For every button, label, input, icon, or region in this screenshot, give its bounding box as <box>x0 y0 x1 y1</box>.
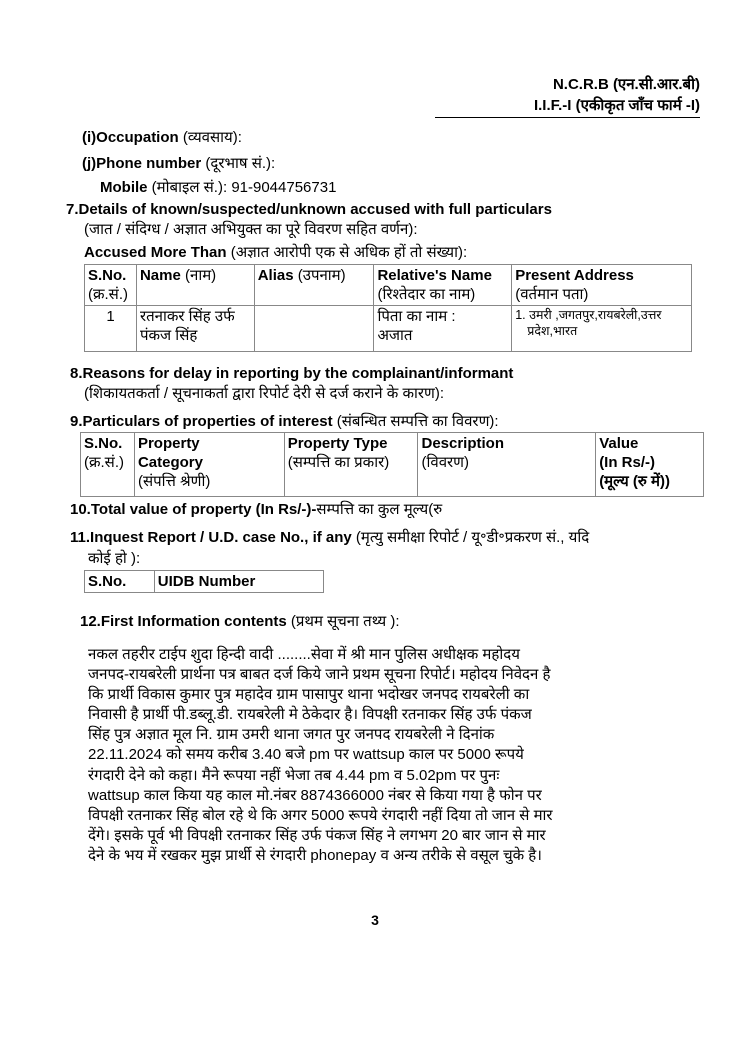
accused-more-than-row <box>84 243 467 263</box>
fir-line: विपक्षी रतनाकर सिंह बोल रहे थे कि अगर 5000 रूपये रंगदारी नहीं दिया तो जान से मार <box>88 806 553 824</box>
section10-title-hi: सम्पत्ति का कुल मूल्य(रु <box>316 501 443 518</box>
uidb-header-number: UIDB Number <box>154 571 323 593</box>
table-row <box>85 306 692 352</box>
prop-header-category: Property Category (संपत्ति श्रेणी) <box>134 433 284 497</box>
prop-header-description: Description (विवरण) <box>418 433 596 497</box>
phone-label-hi: (दूरभाष सं.): <box>201 155 276 172</box>
accused-alias <box>254 306 374 352</box>
uidb-table-header <box>85 571 324 593</box>
first-information-contents <box>88 645 700 866</box>
fir-line: जनपद-रायबरेली प्रार्थना पत्र बाबत दर्ज किये जाने प्रथम सूचना रिपोर्ट। महोदय निवेदन है <box>88 666 551 684</box>
accused-table <box>84 264 692 352</box>
fir-line: निवासी है प्रार्थी पी.डब्लू.डी. रायबरेली मे ठेकेदार है। विपक्षी रतनाकर सिंह उर्फ पंकज <box>88 706 532 724</box>
accused-sno: 1 <box>85 306 137 352</box>
occupation-row <box>82 128 242 148</box>
header-cell-name: Name (नाम) <box>136 265 254 306</box>
occupation-label: Occupation <box>96 129 179 146</box>
phone-prefix: (j) <box>82 155 97 172</box>
accused-more-label-hi: (अज्ञात आरोपी एक से अधिक हों तो संख्या): <box>226 244 468 261</box>
mobile-value: 91-9044756731 <box>231 179 337 196</box>
section8-title: 8.Reasons for delay in reporting by the complainant/informant <box>70 365 514 382</box>
fir-line: नकल तहरीर टाईप शुदा हिन्दी वादी ........सेवा में श्री मान पुलिस अधीक्षक महोदय <box>88 646 520 663</box>
mobile-label-hi: (मोबाइल सं.): <box>147 179 228 196</box>
fir-line: रंगदारी देने को कहा। मैने रूपया नहीं भेजा तब 4.44 pm व 5.02pm पर पुनः <box>88 766 500 784</box>
occupation-label-hi: (व्यवसाय): <box>178 129 242 146</box>
form-header: I.I.F.-I (एकीकृत जाँच फार्म -I) <box>533 97 700 114</box>
header-cell-address: Present Address (वर्तमान पता) <box>512 265 692 306</box>
section10-title <box>70 500 442 520</box>
section9-title-hi: (संबन्धित सम्पत्ति का विवरण): <box>332 413 499 430</box>
mobile-row <box>100 178 336 198</box>
phone-label: Phone number <box>96 155 202 172</box>
uidb-table <box>84 570 324 593</box>
header-divider <box>435 117 700 118</box>
occupation-prefix: (i) <box>82 129 97 146</box>
properties-table <box>80 432 704 497</box>
fir-line: wattsup काल किया यह काल मो.नंबर 8874366000 नंबर से किया गया है फोन पर <box>88 786 542 804</box>
section11-title-cont: कोई हो ): <box>88 550 141 567</box>
section12-title-en: 12.First Information contents <box>80 613 287 630</box>
section9-title-en: 9.Particulars of properties of interest <box>70 413 333 430</box>
fir-line: देने के भय में रखकर मुझ प्रार्थी से रंगदारी phonepay व अन्य तरीके से वसूल चुके है। <box>88 846 542 864</box>
fir-line: कि प्रार्थी विकास कुमार पुत्र महादेव ग्राम पासापुर थाना भदोखर जनपद रायबरेली का <box>88 686 530 704</box>
header-cell-sno: S.No. (क्र.सं.) <box>85 265 137 306</box>
section11-title <box>70 528 589 548</box>
section9-title <box>70 412 499 432</box>
page-number: 3 <box>371 912 379 928</box>
accused-more-label: Accused More Than <box>84 244 227 261</box>
ncrb-header: N.C.R.B (एन.सी.आर.बी) <box>552 76 700 93</box>
prop-header-sno: S.No. (क्र.सं.) <box>81 433 135 497</box>
section8-subtitle: (शिकायतकर्ता / सूचनाकर्ता द्वारा रिपोर्ट देरी से दर्ज कराने के कारण): <box>84 385 445 402</box>
fir-line: देंगे। इसके पूर्व भी विपक्षी रतनाकर सिंह उर्फ पंकज सिंह ने लगभग 20 बार जान से मार <box>88 826 546 844</box>
accused-table-header <box>85 265 692 306</box>
phone-row <box>82 154 275 174</box>
section11-title-hi: (मृत्यु समीक्षा रिपोर्ट / यू॰डी॰प्रकरण सं., यदि <box>351 529 590 546</box>
accused-relative: पिता का नाम : अजात <box>374 306 512 352</box>
uidb-header-sno: S.No. <box>85 571 155 593</box>
section12-title <box>80 612 400 632</box>
section11-title-en: 11.Inquest Report / U.D. case No., if any <box>70 529 352 546</box>
prop-header-value: Value (In Rs/-) (मूल्य (रु में)) <box>596 433 704 497</box>
fir-line: सिंह पुत्र अज्ञात मूल नि. ग्राम उमरी थाना जगत पुर जनपद रायबरेली ने दिनांक <box>88 726 495 744</box>
prop-header-type: Property Type (सम्पत्ति का प्रकार) <box>284 433 418 497</box>
header-cell-alias: Alias (उपनाम) <box>254 265 374 306</box>
header-cell-relative: Relative's Name (रिश्तेदार का नाम) <box>374 265 512 306</box>
properties-table-header <box>81 433 704 497</box>
section7-subtitle: (जात / संदिग्ध / अज्ञात अभियुक्त का पूरे विवरण सहित वर्णन): <box>84 221 418 238</box>
accused-address: 1. उमरी ,जगतपुर,रायबरेली,उत्तर प्रदेश,भारत <box>512 306 692 352</box>
accused-name: रतनाकर सिंह उर्फ पंकज सिंह <box>136 306 254 352</box>
fir-line: 22.11.2024 को समय करीब 3.40 बजे pm पर wattsup काल पर 5000 रूपये <box>88 746 524 764</box>
section7-title: 7.Details of known/suspected/unknown accused with full particulars <box>66 201 552 218</box>
mobile-label: Mobile <box>100 179 148 196</box>
section12-title-hi: (प्रथम सूचना तथ्य ): <box>286 613 400 630</box>
section10-title-en: 10.Total value of property (In Rs/-)- <box>70 501 317 518</box>
